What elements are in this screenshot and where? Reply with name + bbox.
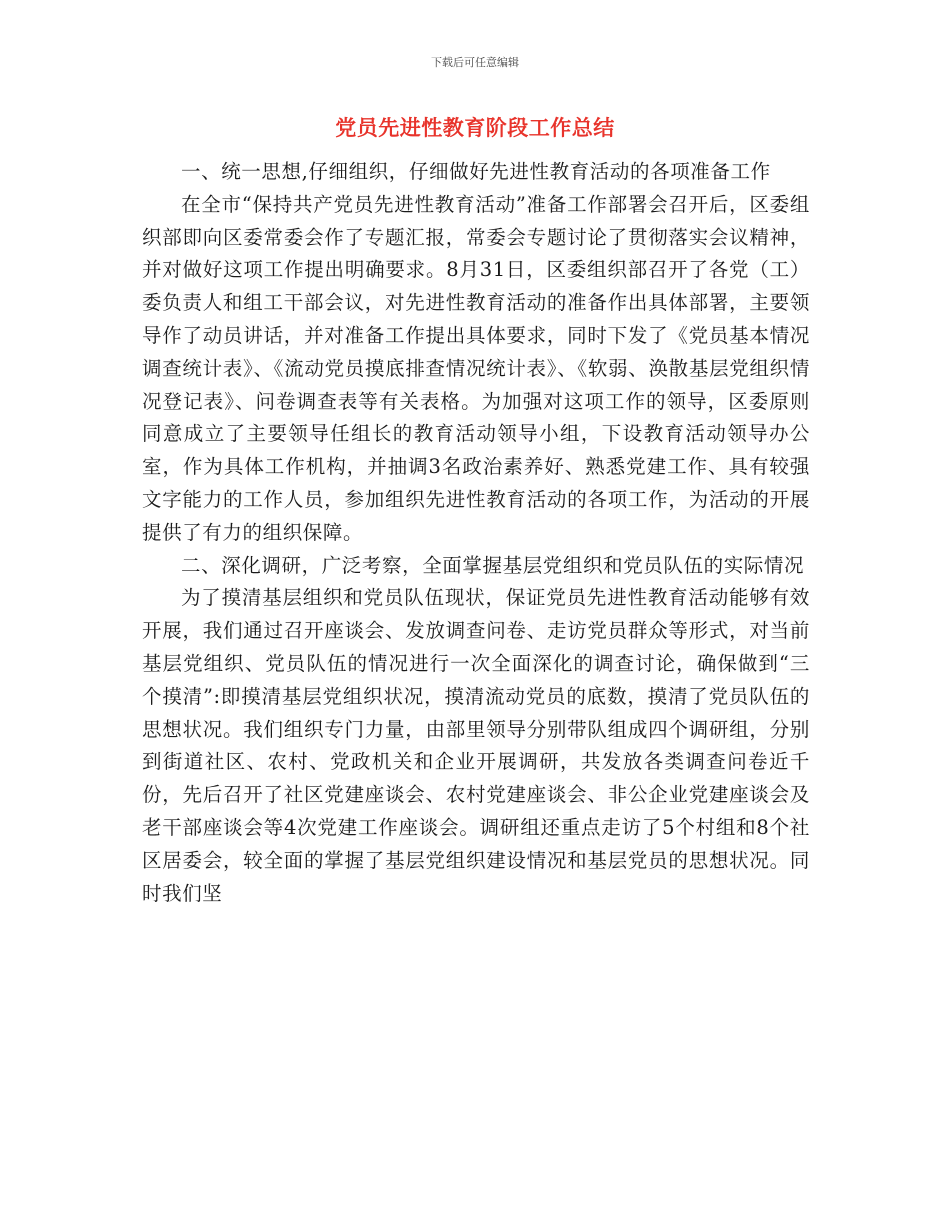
document-title: 党员先进性教育阶段工作总结 bbox=[335, 116, 615, 140]
paragraph-1: 在全市“保持共产党员先进性教育活动”准备工作部署会召开后，区委组织部即向区委常委会作了专题汇报，常委会专题讨论了贯彻落实会议精神，并对做好这项工作提出明确要求。8月31日，区委组织部召开了各党（工）委负责人和组工干部会议，对先进性教育活动的准备作出具体部署，主要领导作了动员讲话，并对准备工作提出具体要求，同时下发了《党员基本情况调查统计表》、《流动党员摸底排查情况统计表》、《软弱、涣散基层党组织情况登记表》、问卷调查表等有关表格。为加强对这项工作的领导，区委原则同意成立了主要领导任组长的教育活动领导小组，下设教育活动领导办公室，作为具体工作机构，并抽调3名政治素养好、熟悉党建工作、具有较强文字能力的工作人员，参加组织先进性教育活动的各项工作，为活动的开展提供了有力的组织保障。 bbox=[142, 192, 810, 544]
section-heading-1: 一、统一思想,仔细组织，仔细做好先进性教育活动的各项准备工作 bbox=[181, 160, 771, 183]
section-heading-2: 二、深化调研，广泛考察，全面掌握基层党组织和党员队伍的实际情况 bbox=[181, 553, 805, 577]
document-body bbox=[142, 156, 810, 910]
paragraph-2: 为了摸清基层组织和党员队伍现状，保证党员先进性教育活动能够有效开展，我们通过召开座谈会、发放调查问卷、走访党员群众等形式，对当前基层党组织、党员队伍的情况进行一次全面深化的调查讨论，确保做到“三个摸清”:即摸清基层党组织状况，摸清流动党员的底数，摸清了党员队伍的思想状况。我们组织专门力量，由部里领导分别带队组成四个调研组，分别到街道社区、农村、党政机关和企业开展调研，共发放各类调查问卷近千份，先后召开了社区党建座谈会、农村党建座谈会、非公企业党建座谈会及老干部座谈会等4次党建工作座谈会。调研组还重点走访了5个村组和8个社区居委会，较全面的掌握了基层党组织建设情况和基层党员的思想状况。同时我们坚 bbox=[142, 586, 810, 905]
header-note: 下载后可任意编辑 bbox=[431, 56, 519, 69]
